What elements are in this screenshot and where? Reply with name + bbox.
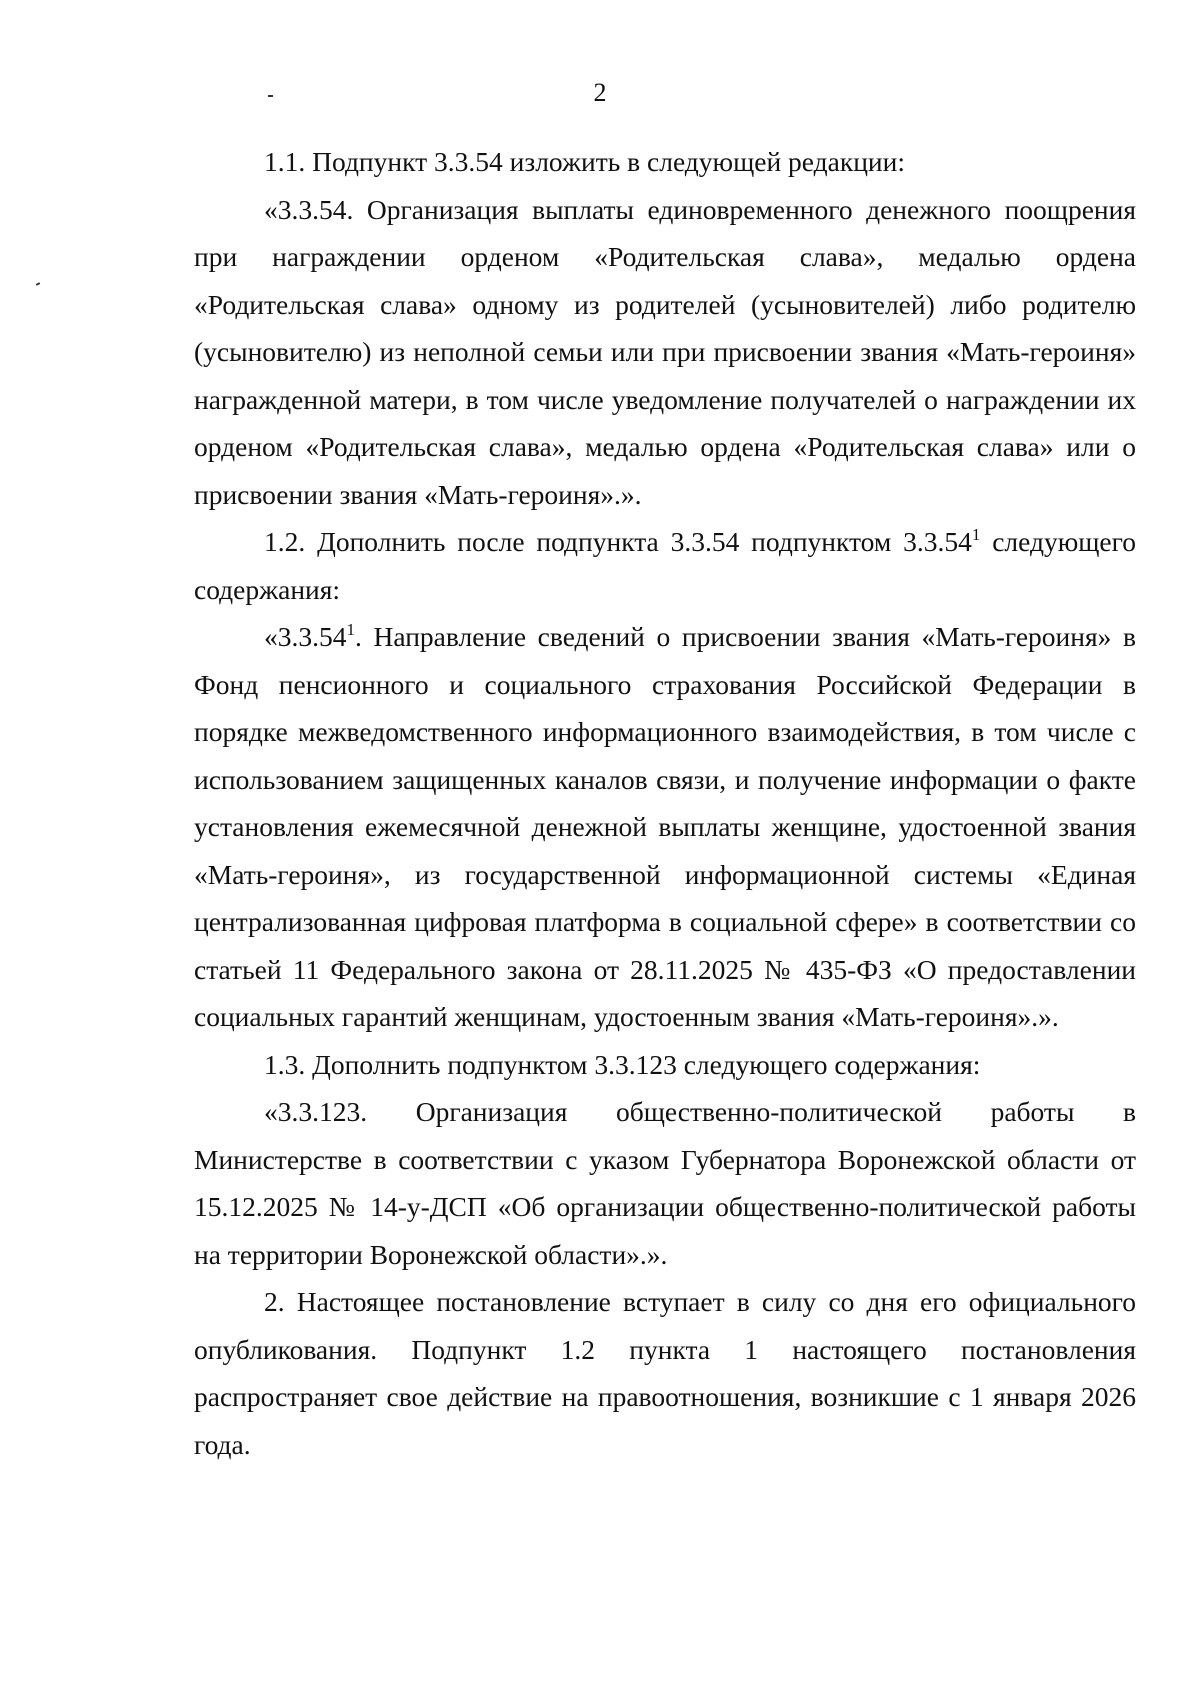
page-number: 2: [593, 78, 607, 107]
paragraph-1-2-text-end: следующего содержания:: [194, 526, 1136, 605]
paragraph-3-3-123-text: «3.3.123. Организация общественно-политической работы в Министерстве в соответствии с указом Губернатора Воронежской области от 15.12.2025 № 14-у-ДСП «Об организации общественно-политической работы на территории Воронежской области».».: [194, 1096, 1136, 1270]
paragraph-1-2-text-start: 1.2. Дополнить после подпункта 3.3.54 подпунктом 3.3.54: [264, 526, 972, 557]
paragraph-3-3-54-1-text-end: . Направление сведений о присвоении звания «Мать-героиня» в Фонд пенсионного и социального страхования Российской Федерации в порядке межведомственного информационного взаимодействия, в том числе с использованием защищенных каналов связи, и получение информации о факте установления ежемесячной денежной выплаты женщине, удостоенной звания «Мать-героиня», из государственной информационной системы «Единая централизованная цифровая платформа в социальной сфере» в соответствии со статьей 11 Федерального закона от 28.11.2025 № 435-ФЗ «О предоставлении социальных гарантий женщинам, удостоенным звания «Мать-героиня».».: [194, 621, 1136, 1032]
paragraph-1-2: [194, 518, 1136, 613]
paragraph-1-3: 1.3. Дополнить подпунктом 3.3.123 следующего содержания:: [264, 1048, 981, 1080]
paragraph-1-1: 1.1. Подпункт 3.3.54 изложить в следующей редакции:: [264, 146, 905, 177]
superscript-marker: 1: [971, 525, 981, 544]
paragraph-3-3-54-1-text: [194, 613, 1136, 1041]
superscript-marker: 1: [346, 620, 355, 639]
paragraph-3-3-54-text: «3.3.54. Организация выплаты единовременного денежного поощрения при награждении орденом «Родительская слава», медалью ордена «Родительская слава» одному из родителей (усыновителей) либо родителю (усыновителю) из неполной семьи или при присвоении звания «Мать-героиня» награжденной матери, в том числе уведомление получателей о награждении их орденом «Родительская слава», медалью ордена «Родительская слава» или о присвоении звания «Мать-героиня».».: [194, 193, 1136, 510]
scan-speck: [36, 282, 40, 286]
document-body: [194, 138, 1136, 1468]
paragraph-3-3-54-1-text-start: «3.3.54: [264, 621, 347, 652]
paragraph-2: 2. Настоящее постановление вступает в силу со дня его официального опубликования. Подпункт 1.2 пункта 1 настоящего постановления распространяет свое действие на правоотношения, возникшие с 1 января 2026 года.: [194, 1286, 1136, 1460]
